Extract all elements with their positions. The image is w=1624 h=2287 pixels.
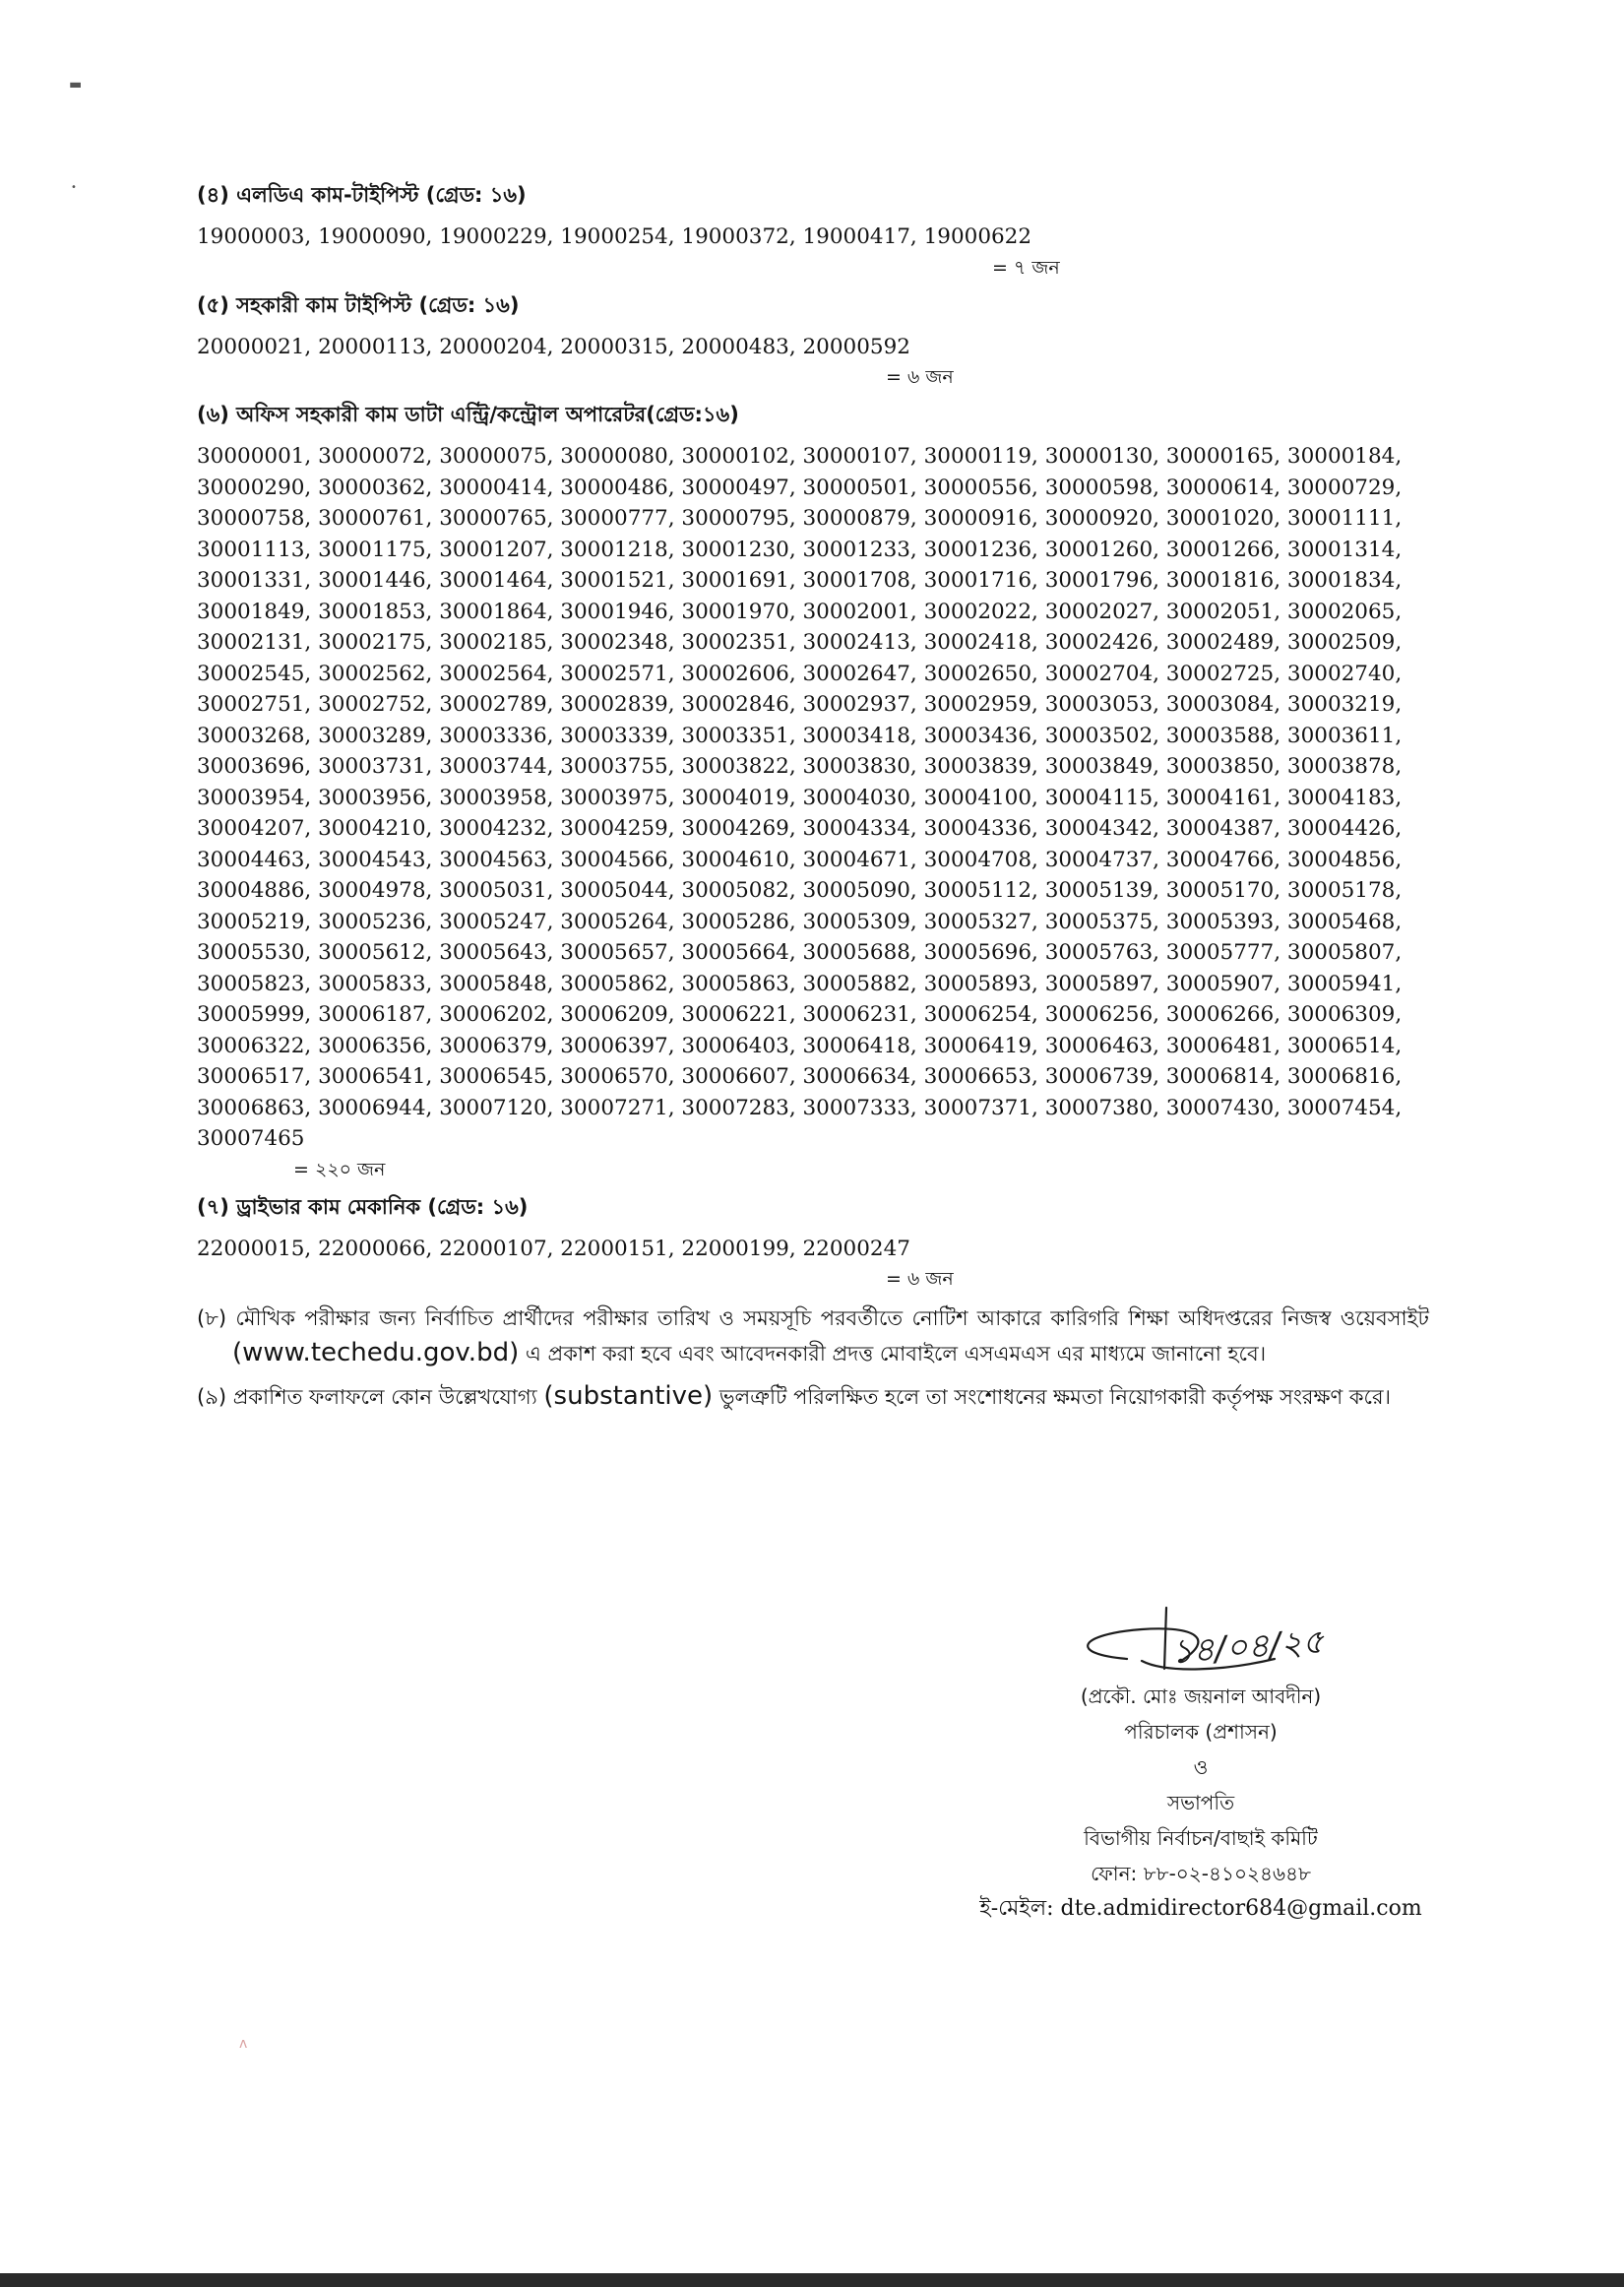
roll-row: 30004207, 30004210, 30004232, 30004259, 30004269, 30004334, 30004336, 30004342, 30004387, 30004426, [197,816,1403,841]
signatory-designation: পরিচালক (প্রশাসন) [1124,1720,1278,1744]
website-link[interactable]: (www.techedu.gov.bd) [232,1338,520,1367]
signatory-role: সভাপতি [1166,1791,1235,1814]
candidate-count: = ৬ জন [886,1268,954,1290]
roll-row: 30006322, 30006356, 30006379, 30006397, 30006403, 30006418, 30006419, 30006463, 30006481, 30006514, [197,1033,1403,1058]
section-assistant-typist [197,290,1429,391]
roll-row: 30003696, 30003731, 30003744, 30003755, 30003822, 30003830, 30003839, 30003849, 30003850, 30003878, [197,754,1403,779]
roll-row: 30000001, 30000072, 30000075, 30000080, 30000102, 30000107, 30000119, 30000130, 30000165, 30000184, [197,444,1403,469]
signatory-conjunction: ও [1193,1755,1209,1779]
roll-row: 30001113, 30001175, 30001207, 30001218, 30001230, 30001233, 30001236, 30001260, 30001266, 30001314, [197,537,1403,562]
scan-speck: ▬ [69,77,83,93]
roll-row: 30004463, 30004543, 30004563, 30004566, 30004610, 30004671, 30004708, 30004737, 30004766, 30004856, [197,847,1403,872]
roll-row: 30002545, 30002562, 30002564, 30002571, 30002606, 30002647, 30002650, 30002704, 30002725, 30002740, [197,661,1403,686]
scan-bottom-edge [0,2273,1624,2287]
roll-row: 30005530, 30005612, 30005643, 30005657, 30005664, 30005688, 30005696, 30005763, 30005777, 30005807, [197,940,1403,965]
phone-number: ফোন: ৮৮-০২-৪১০২৪৬৪৮ [1091,1862,1311,1885]
note-text: ভুলত্রুটি পরিলক্ষিত হলে তা সংশোধনের ক্ষমতা নিয়োগকারী কর্তৃপক্ষ সংরক্ষণ করে। [713,1385,1392,1409]
roll-number-list [197,1234,1429,1265]
note-text: (৯) প্রকাশিত ফলাফলে কোন উল্লেখযোগ্য [197,1385,544,1409]
section-office-assistant-data-entry [197,400,1429,1182]
roll-row: 30001849, 30001853, 30001864, 30001946, 30001970, 30002001, 30002022, 30002027, 30002051, 30002065, [197,599,1403,624]
roll-row: 22000015, 22000066, 22000107, 22000151, 22000199, 22000247 [197,1236,910,1261]
roll-row: 30000290, 30000362, 30000414, 30000486, 30000497, 30000501, 30000556, 30000598, 30000614, 30000729, [197,475,1403,500]
note-text: (৮) মৌখিক পরীক্ষার জন্য নির্বাচিত প্রার্থীদের পরীক্ষার তারিখ ও সময়সূচি পরবর্তীতে নোটিশ আকারে কারিগরি শিক্ষা অধিদপ্তরের নিজস্ব ওয়েবসাইট [197,1306,1429,1330]
roll-row: 30006863, 30006944, 30007120, 30007271, 30007283, 30007333, 30007371, 30007380, 30007430, 30007454, [197,1095,1403,1120]
signatory-details [846,1679,1555,1927]
scan-speck: ʌ [239,2036,248,2052]
roll-row: 19000003, 19000090, 19000229, 19000254, 19000372, 19000417, 19000622 [197,224,1032,249]
candidate-count: = ২২০ জন [293,1158,386,1180]
candidate-count: = ৬ জন [886,366,954,388]
roll-row: 30005219, 30005236, 30005247, 30005264, 30005286, 30005309, 30005327, 30005375, 30005393, 30005468, [197,909,1403,934]
roll-number-list [197,332,1429,363]
roll-row: 30001331, 30001446, 30001464, 30001521, 30001691, 30001708, 30001716, 30001796, 30001816, 30001834, [197,568,1403,593]
roll-row: 30003268, 30003289, 30003336, 30003339, 30003351, 30003418, 30003436, 30003502, 30003588, 30003611, [197,723,1403,748]
note-term: (substantive) [543,1381,714,1411]
roll-row: 30003954, 30003956, 30003958, 30003975, 30004019, 30004030, 30004100, 30004115, 30004161, 30004183, [197,785,1403,810]
section-title: (৬) অফিস সহকারী কাম ডাটা এন্ট্রি/কন্ট্রোল অপারেটর(গ্রেড:১৬) [197,403,739,426]
section-title: (৫) সহকারী কাম টাইপিস্ট (গ্রেড: ১৬) [197,292,520,317]
document-body [197,180,1429,1423]
note-correction-authority [197,1379,1429,1415]
section-lda-typist [197,180,1429,281]
roll-row: 30000758, 30000761, 30000765, 30000777, 30000795, 30000879, 30000916, 30000920, 30001020, 30001111, [197,506,1403,531]
section-title: (৭) ড্রাইভার কাম মেকানিক (গ্রেড: ১৬) [197,1194,529,1219]
roll-number-list [197,441,1429,1155]
roll-number-list [197,222,1429,253]
email-address[interactable]: ই-মেইল: dte.admidirector684@gmail.com [979,1896,1422,1921]
signature-date: ১৪/০৪/২৫ [1169,1621,1326,1673]
committee-name: বিভাগীয় নির্বাচন/বাছাই কমিটি [1084,1826,1318,1850]
signatory-name: (প্রকৌ. মোঃ জয়নাল আবদীন) [1080,1684,1322,1708]
roll-row: 30005999, 30006187, 30006202, 30006209, 30006221, 30006231, 30006254, 30006256, 30006266, 30006309, [197,1002,1403,1027]
section-title: (৪) এলডিএ কাম-টাইপিস্ট (গ্রেড: ১৬) [197,183,527,207]
roll-row: 30005823, 30005833, 30005848, 30005862, 30005863, 30005882, 30005893, 30005897, 30005907, 30005941, [197,971,1403,996]
candidate-count: = ৭ জন [992,256,1060,279]
roll-row: 30002131, 30002175, 30002185, 30002348, 30002351, 30002413, 30002418, 30002426, 30002489, 30002509, [197,630,1403,655]
roll-row: 20000021, 20000113, 20000204, 20000315, 20000483, 20000592 [197,334,910,359]
roll-row: 30004886, 30004978, 30005031, 30005044, 30005082, 30005090, 30005112, 30005139, 30005170, 30005178, [197,878,1403,903]
scan-speck: • [71,182,77,193]
roll-row: 30002751, 30002752, 30002789, 30002839, 30002846, 30002937, 30002959, 30003053, 30003084, 30003219, [197,692,1403,717]
note-text: এ প্রকাশ করা হবে এবং আবেদনকারী প্রদত্ত মোবাইলে এসএমএস এর মাধ্যমে জানানো হবে। [519,1342,1267,1366]
note-viva-schedule [197,1302,1429,1371]
section-driver-mechanic [197,1192,1429,1293]
roll-row: 30006517, 30006541, 30006545, 30006570, 30006607, 30006634, 30006653, 30006739, 30006814, 30006816, [197,1064,1403,1089]
roll-row: 30007465 [197,1126,305,1151]
